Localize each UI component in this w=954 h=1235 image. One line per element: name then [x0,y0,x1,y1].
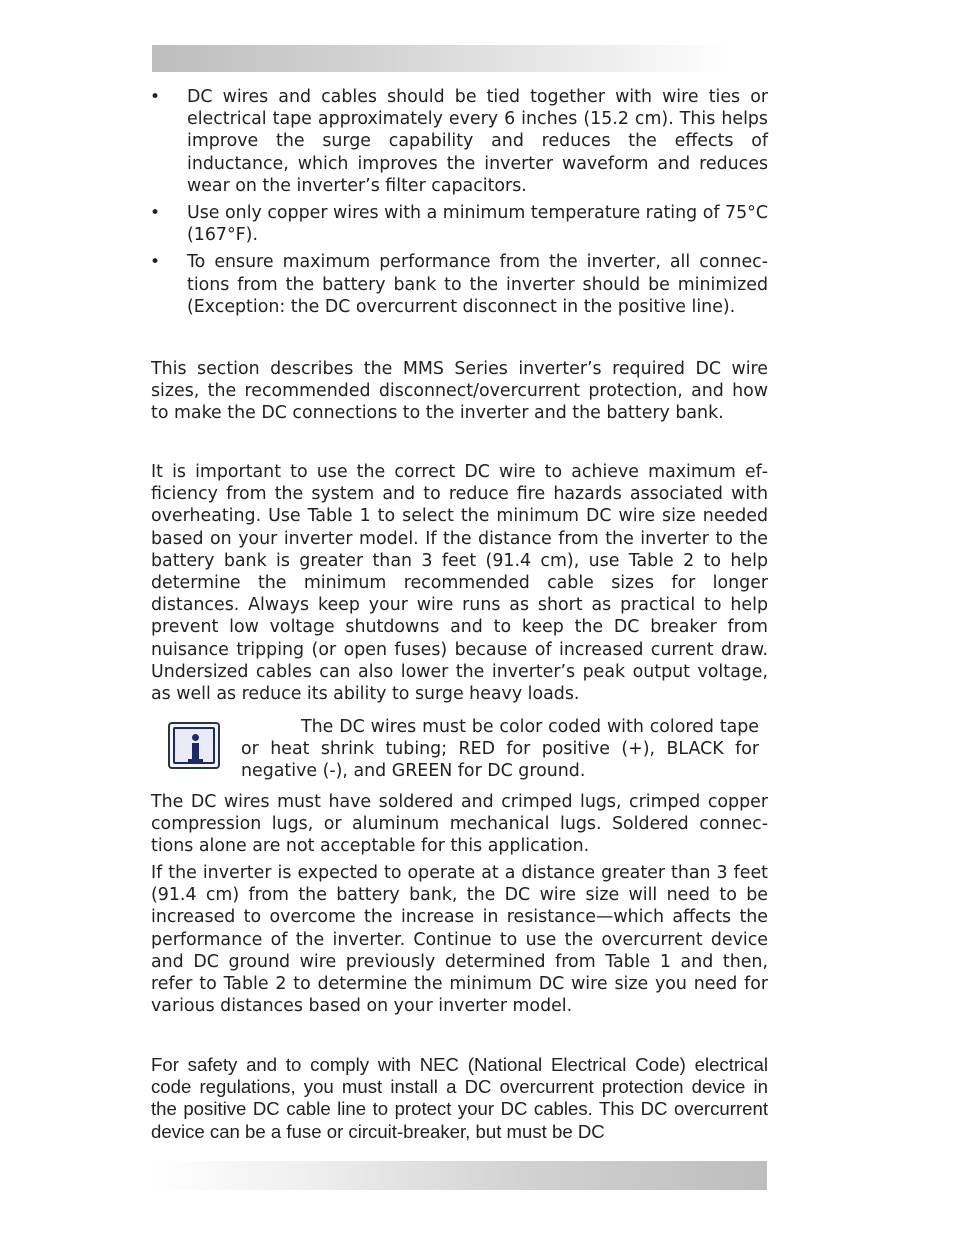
bullet-item [150,202,768,246]
distance-paragraph: If the inverter is expected to operate at a distance greater than 3 feet (91.4 cm) from the battery bank, the DC wire size will need to be increased to overcome the increase in resistance—which affects the performance of the inverter. Continue to use the overcurrent device and DC ground wire previously determined from Table 1 and then, refer to Table 2 to determine the minimum DC wire size you need for various distances based on your inverter model. [151,863,768,1017]
bullet-text: Use only copper wires with a minimum temperature rating of 75°C (167°F). [187,203,768,246]
bullet-marker: • [150,203,161,224]
info-icon [168,722,220,769]
lugs-paragraph: The DC wires must have soldered and crimped lugs, crimped copper compression lugs, or aluminum mechanical lugs. Soldered connections alone are not acceptable for this application. [151,792,768,857]
safety-paragraph: For safety and to comply with NEC (National Electrical Code) electrical code regulations, you must install a DC overcurrent protection device in the positive DC cable line to protect your DC cables. This DC overcurrent device can be a fuse or circuit-breaker, but must be DC [151,1054,768,1142]
bullet-item [150,251,768,318]
footer-gradient-bar [152,1161,767,1190]
header-gradient-bar [152,45,732,72]
bullet-list [150,86,768,323]
bullet-text: DC wires and cables should be tied together with wire ties or electrical tape approximately every 6 inches (15.2 cm). This helps improve the surge capability and reduces the effects of inductance, which improves the inverter waveform and reduces wear on the inverter’s filter capacitors. [187,87,768,196]
wire-size-paragraph: It is important to use the correct DC wire to achieve maximum efficiency from the system and to reduce fire hazards associated with overheating. Use Table 1 to select the minimum DC wire size needed based on your inverter model. If the distance from the inverter to the battery bank is greater than 3 feet (91.4 cm), use Table 2 to help determine the minimum recommended cable sizes for longer distances. Always keep your wire runs as short as practical to help prevent low voltage shutdowns and to keep the DC breaker from nuisance tripping (or open fuses) because of increased current draw. Undersized cables can also lower the inverter’s peak output voltage, as well as reduce its ability to surge heavy loads. [151,462,768,705]
bullet-marker: • [150,252,161,273]
color-code-note: The DC wires must be color coded with colored tape or heat shrink tubing; RED for positive (+), BLACK for negative (-), and GREEN for DC ground. [241,717,759,782]
bullet-item [150,86,768,197]
intro-paragraph: This section describes the MMS Series inverter’s required DC wire sizes, the recommended disconnect/overcurrent protection, and how to make the DC connections to the inverter and the battery bank. [151,359,768,424]
bullet-text: To ensure maximum performance from the inverter, all connections from the battery bank to the inverter should be minimized (Exception: the DC overcurrent disconnect in the positive line). [187,252,768,317]
bullet-marker: • [150,87,161,107]
